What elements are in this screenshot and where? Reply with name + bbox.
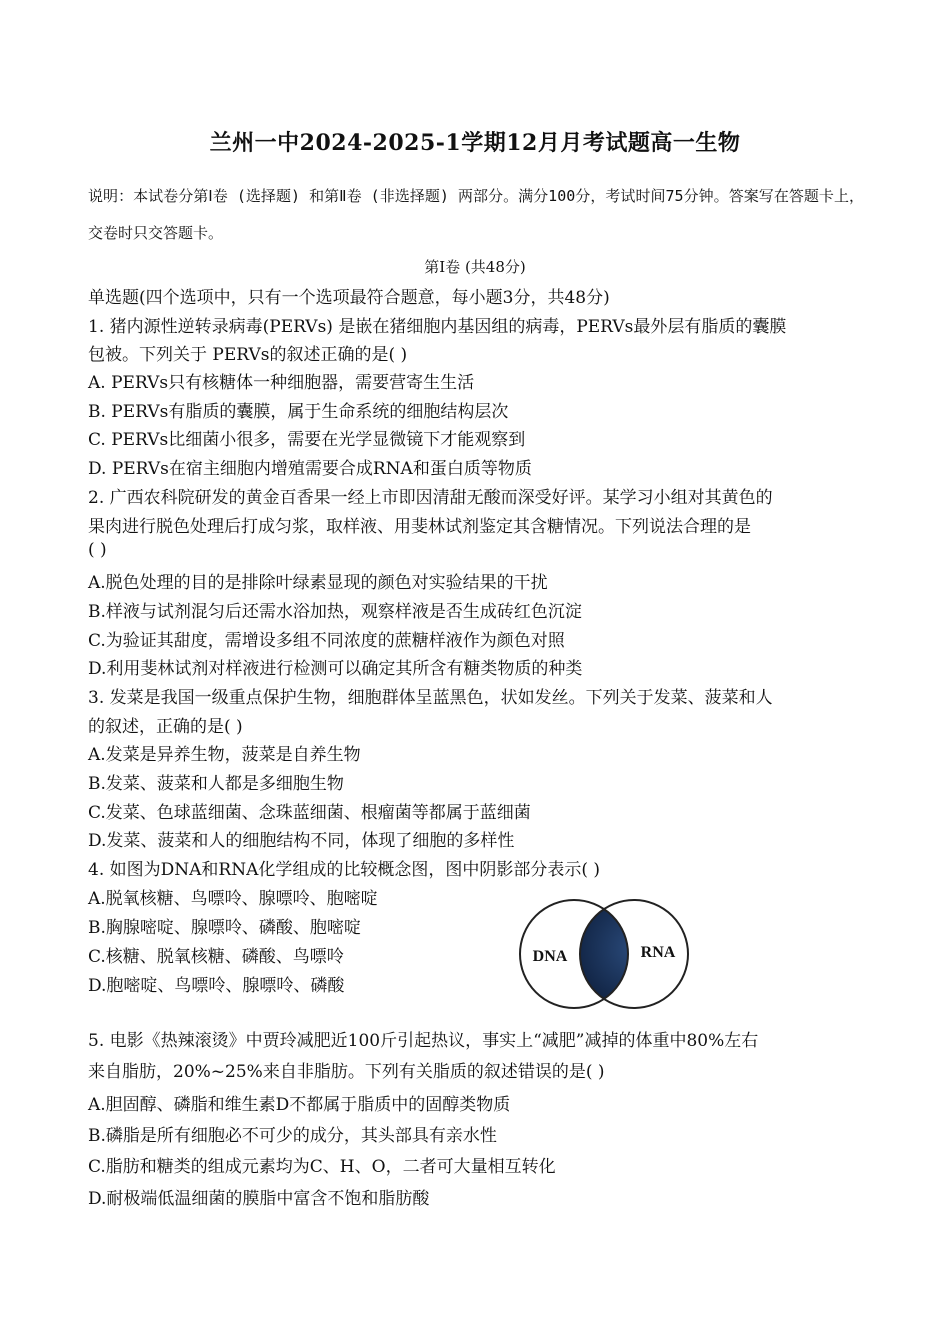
exam-instructions-note: 说明：本试卷分第Ⅰ卷 (选择题) 和第Ⅱ卷 (非选择题) 两部分。满分100分，考试时间75分钟。答案写在答题卡上，交卷时只交答题卡。 (88, 187, 864, 242)
question-5-option-d: D.耐极端低温细菌的膜脂中富含不饱和脂肪酸 (88, 1189, 430, 1209)
section-title: 第Ⅰ卷 (共48分) (424, 258, 526, 276)
question-2-option-d: D.利用斐林试剂对样液进行检测可以确定其所含有糖类物质的种类 (88, 659, 583, 679)
question-2-option-c: C.为验证其甜度，需增设多组不同浓度的蔗糖样液作为颜色对照 (88, 631, 565, 651)
question-2-stem: ( ) (88, 540, 107, 560)
question-instructions: 单选题(四个选项中，只有一个选项最符合题意，每小题3分，共48分) (88, 288, 610, 308)
venn-rna-label: RNA (640, 944, 676, 961)
question-2-stem: 2. 广西农科院研发的黄金百香果一经上市即因清甜无酸而深受好评。某学习小组对其黄色的 (88, 488, 773, 508)
question-2-option-a: A.脱色处理的目的是排除叶绿素显现的颜色对实验结果的干扰 (88, 573, 548, 593)
question-5-option-a: A.胆固醇、磷脂和维生素D不都属于脂质中的固醇类物质 (88, 1095, 511, 1115)
question-3-option-d: D.发菜、菠菜和人的细胞结构不同，体现了细胞的多样性 (88, 831, 515, 851)
question-4-option-d: D.胞嘧啶、鸟嘌呤、腺嘌呤、磷酸 (88, 976, 345, 996)
question-3-option-a: A.发菜是异养生物，菠菜是自养生物 (88, 745, 361, 765)
question-5-stem: 来自脂肪，20%~25%来自非脂肪。下列有关脂质的叙述错误的是( ) (88, 1062, 605, 1082)
question-1-option-d: D. PERVs在宿主细胞内增殖需要合成RNA和蛋白质等物质 (88, 459, 532, 479)
question-1-option-a: A. PERVs只有核糖体一种细胞器，需要营寄生生活 (88, 373, 475, 393)
page-title: 兰州一中2024-2025-1学期12月月考试题高一生物 (209, 130, 741, 156)
question-5-stem: 5. 电影《热辣滚烫》中贾玲减肥近100斤引起热议，事实上“减肥”减掉的体重中80%左右 (88, 1031, 759, 1051)
question-1-stem: 包被。下列关于 PERVs的叙述正确的是( ) (88, 345, 408, 365)
question-4-option-b: B.胸腺嘧啶、腺嘌呤、磷酸、胞嘧啶 (88, 918, 361, 938)
question-1-option-b: B. PERVs有脂质的囊膜，属于生命系统的细胞结构层次 (88, 402, 509, 422)
question-2-option-b: B.样液与试剂混匀后还需水浴加热，观察样液是否生成砖红色沉淀 (88, 602, 582, 622)
question-5-option-b: B.磷脂是所有细胞必不可少的成分，其头部具有亲水性 (88, 1126, 497, 1146)
question-4-stem: 4. 如图为DNA和RNA化学组成的比较概念图，图中阴影部分表示( ) (88, 860, 601, 880)
venn-dna-label: DNA (532, 948, 568, 965)
question-1-stem: 1. 猪内源性逆转录病毒(PERVs) 是嵌在猪细胞内基因组的病毒，PERVs最外层有脂质的囊膜 (88, 317, 787, 337)
question-3-option-b: B.发菜、菠菜和人都是多细胞生物 (88, 774, 344, 794)
question-4-option-c: C.核糖、脱氧核糖、磷酸、鸟嘌呤 (88, 947, 344, 967)
question-3-option-c: C.发菜、色球蓝细菌、念珠蓝细菌、根瘤菌等都属于蓝细菌 (88, 803, 531, 823)
question-2-stem: 果肉进行脱色处理后打成匀浆，取样液、用斐林试剂鉴定其含糖情况。下列说法合理的是 (88, 517, 751, 537)
question-5-option-c: C.脂肪和糖类的组成元素均为C、H、O，二者可大量相互转化 (88, 1157, 556, 1177)
question-3-stem: 3. 发菜是我国一级重点保护生物，细胞群体呈蓝黑色，状如发丝。下列关于发菜、菠菜和人 (88, 688, 773, 708)
question-1-option-c: C. PERVs比细菌小很多，需要在光学显微镜下才能观察到 (88, 430, 526, 450)
question-4-option-a: A.脱氧核糖、鸟嘌呤、腺嘌呤、胞嘧啶 (88, 889, 378, 909)
question-3-stem: 的叙述，正确的是( ) (88, 717, 243, 737)
dna-rna-venn-diagram (518, 898, 690, 1010)
